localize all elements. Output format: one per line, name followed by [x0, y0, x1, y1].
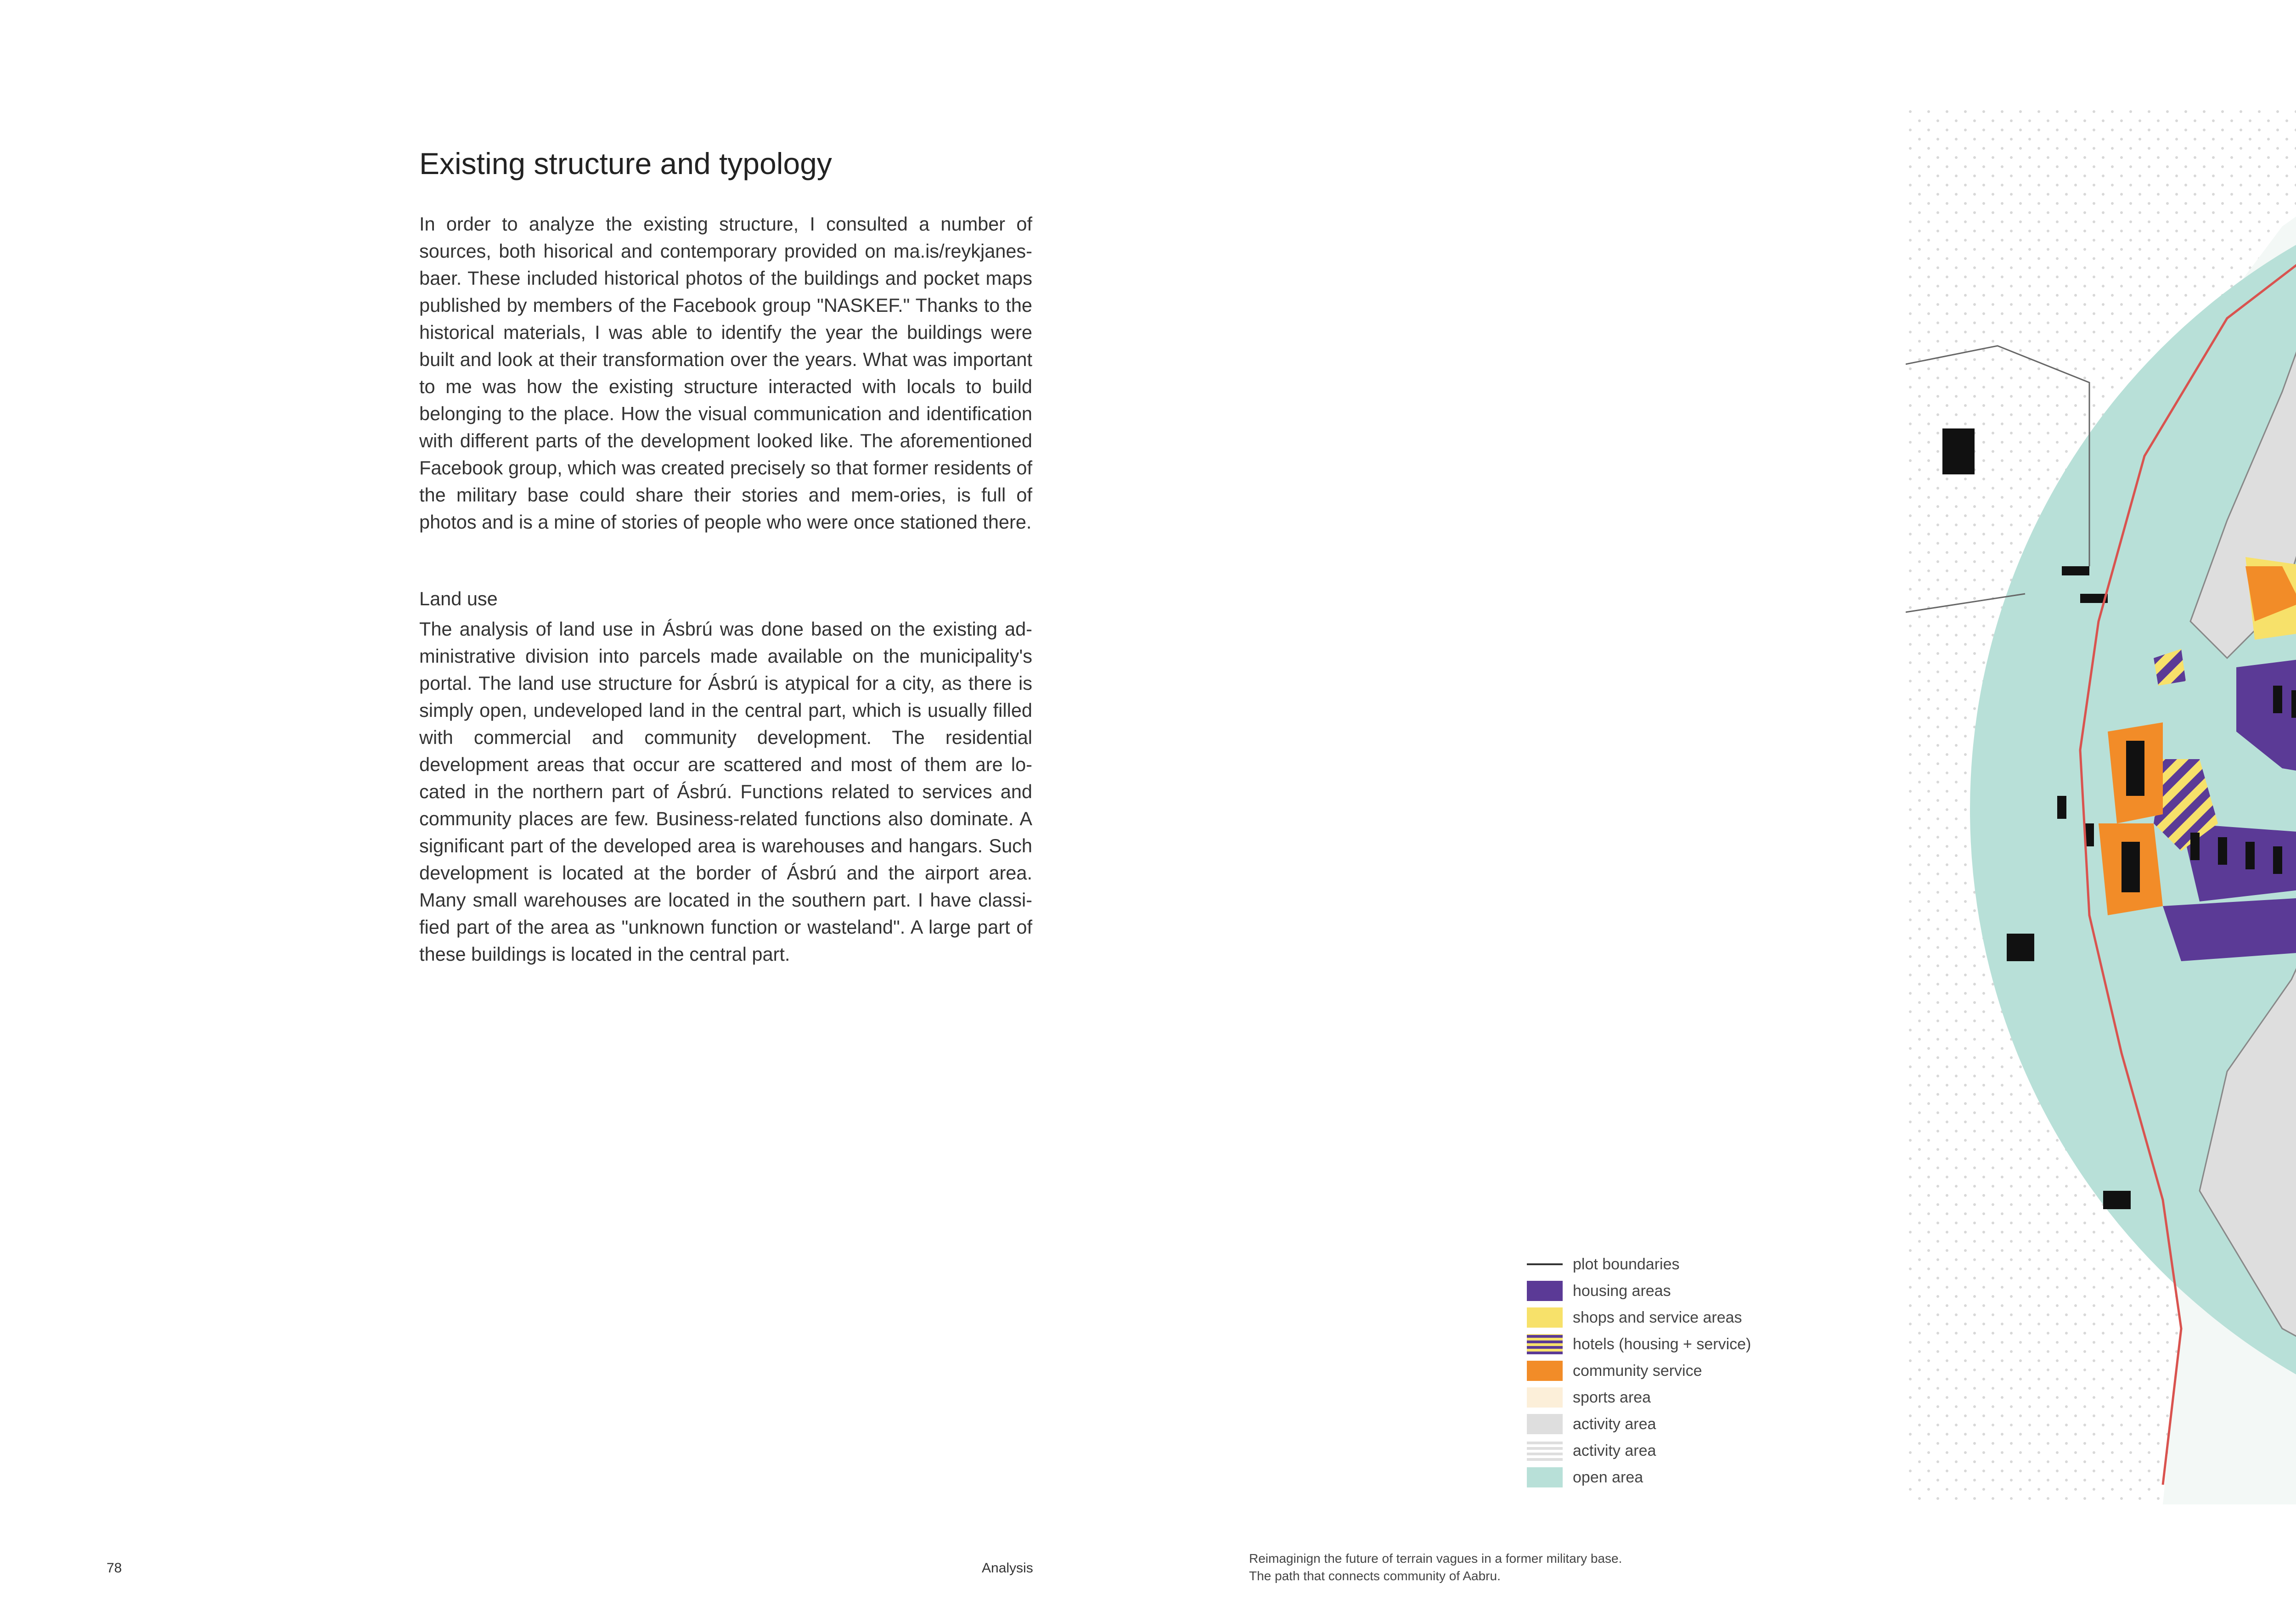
legend-swatch-activity [1527, 1414, 1563, 1434]
page-title: Existing structure and typology [419, 146, 832, 180]
legend-label: activity area [1573, 1415, 1656, 1433]
legend-label: activity area [1573, 1442, 1656, 1459]
page-number-left: 78 [107, 1560, 122, 1576]
legend-item-activity [1527, 1413, 1656, 1436]
legend-item-open [1527, 1466, 1643, 1489]
legend-swatch-line [1527, 1254, 1563, 1274]
legend-swatch-sports [1527, 1387, 1563, 1408]
legend-label: open area [1573, 1468, 1643, 1486]
legend-label: sports area [1573, 1388, 1651, 1406]
legend-item-hotels [1527, 1333, 1751, 1356]
legend-label: community service [1573, 1362, 1702, 1380]
caption [1249, 1550, 1622, 1585]
legend-swatch-community [1527, 1361, 1563, 1381]
land-use-subheading: Land use [419, 588, 498, 609]
legend-item-sports [1527, 1386, 1651, 1409]
legend-swatch-open [1527, 1467, 1563, 1487]
legend-label: housing areas [1573, 1282, 1671, 1300]
caption-line-1: Reimaginign the future of terrain vagues in a former military base. [1249, 1551, 1622, 1566]
legend-item-community [1527, 1359, 1702, 1382]
land-use-map [1906, 107, 2296, 1504]
legend-label: plot boundaries [1573, 1255, 1680, 1273]
map-svg [1906, 107, 2296, 1504]
legend-item-housing [1527, 1279, 1671, 1302]
legend-swatch-shops [1527, 1307, 1563, 1328]
legend-swatch-hotels [1527, 1334, 1563, 1354]
caption-line-2: The path that connects community of Aabru. [1249, 1569, 1501, 1583]
legend-item-activity-hatched [1527, 1439, 1656, 1462]
legend-swatch-housing [1527, 1281, 1563, 1301]
intro-paragraph: In order to analyze the existing structure, I consulted a number of sources, both hisorical and contemporary provided on ma.is/reykjanes-baer. These included historical photos of the buildings and pocket maps published by members of the Facebook group "NASKEF." Thanks to the historical materials, I was able to identify the year the buildings were built and look at their transformation over the years. What was important to me was how the existing structure interacted with locals to build belonging to the place. How the visual communication and identification with different parts of the development looked like. The aforementioned Facebook group, which was created precisely so that former residents of the military base could share their stories and mem-ories, is full of photos and is a mine of stories of people who were once stationed there. [419, 213, 1032, 533]
housing-area [2163, 897, 2296, 961]
legend-label: shops and service areas [1573, 1308, 1742, 1326]
section-label: Analysis [982, 1560, 1033, 1576]
legend-item-shops [1527, 1306, 1742, 1329]
legend-swatch-activity-hatched [1527, 1441, 1563, 1461]
legend-label: hotels (housing + service) [1573, 1335, 1751, 1353]
legend-item-plot-boundaries [1527, 1253, 1680, 1276]
land-use-paragraph: The analysis of land use in Ásbrú was done based on the existing ad-ministrative division into parcels made available on the municipality's portal. The land use structure for Ásbrú is atypical for a city, as there is simply open, undeveloped land in the central part, which is usually filled with commercial and community development. The residential development areas that occur are scattered and most of them are lo-cated in the northern part of Ásbrú. Functions related to services and community places are few. Business-related functions also dominate. A significant part of the developed area is warehouses and hangars. Such development is located at the border of Ásbrú and the airport area. Many small warehouses are located in the southern part. I have classi-fied part of the area as "unknown function or wasteland". A large part of these buildings is located in the central part. [419, 618, 1032, 965]
